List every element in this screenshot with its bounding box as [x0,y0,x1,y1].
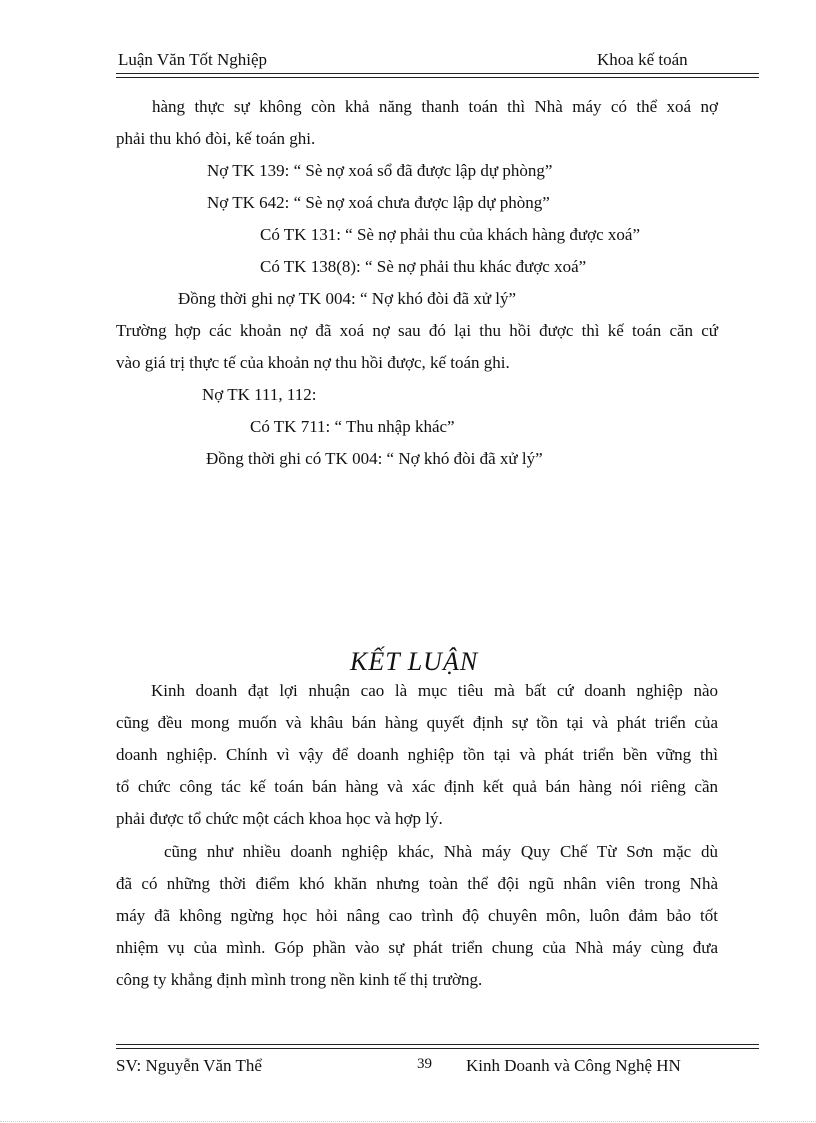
paragraph-line: cũng như nhiều doanh nghiệp khác, Nhà máy Quy Chế Từ Sơn mặc dù [164,842,718,861]
paragraph-line: phải thu khó đòi, kế toán ghi. [116,129,316,148]
paragraph-line: đã có những thời điểm khó khăn nhưng toàn thể đội ngũ nhân viên trong Nhà [116,874,718,893]
paragraph-line: tổ chức công tác kế toán bán hàng và xác định kết quả bán hàng nói riêng cần [116,777,718,796]
footer-rule-bottom [116,1048,759,1049]
footer-student: SV: Nguyễn Văn Thể [116,1056,262,1075]
paragraph-line: doanh nghiệp. Chính vì vậy để doanh nghiệp tồn tại và phát triển bền vững thì [116,745,718,764]
paragraph-line: vào giá trị thực tế của khoản nợ thu hồi được, kế toán ghi. [116,353,510,372]
paragraph-line: Kinh doanh đạt lợi nhuận cao là mục tiêu mà bất cứ doanh nghiệp nào [151,681,718,700]
header-title: Luận Văn Tốt Nghiệp [118,50,268,69]
footer-rule-top [116,1044,759,1045]
paragraph-line: cũng đều mong muốn và khâu bán hàng quyết định sự tồn tại và phát triển của [116,713,718,732]
paragraph-line: phải được tổ chức một cách khoa học và hợp lý. [116,809,443,828]
paragraph-line: nhiệm vụ của mình. Góp phần vào sự phát triển chung của Nhà máy cùng đưa [116,938,718,957]
paragraph-line: hàng thực sự không còn khả năng thanh toán thì Nhà máy có thể xoá nợ [152,97,718,116]
conclusion-title: KẾT LUẬN [350,647,479,676]
footer-organization: Kinh Doanh và Công Nghệ HN [466,1056,681,1075]
journal-entry: Nợ TK 111, 112: [202,385,317,404]
page-edge-dots [0,1121,816,1122]
header-rule-bottom [116,77,759,78]
journal-entry: Nợ TK 139: “ Sè nợ xoá sổ đã được lập dự phòng” [207,161,553,180]
journal-entry: Có TK 138(8): “ Sè nợ phải thu khác được xoá” [260,257,587,276]
journal-entry: Nợ TK 642: “ Sè nợ xoá chưa được lập dự phòng” [207,193,550,212]
header-department: Khoa kế toán [597,50,688,69]
page-number: 39 [417,1056,432,1072]
journal-entry: Có TK 131: “ Sè nợ phải thu của khách hàng được xoá” [260,225,641,244]
journal-entry: Đồng thời ghi nợ TK 004: “ Nợ khó đòi đã xử lý” [178,289,517,308]
paragraph-line: công ty khẳng định mình trong nền kinh tế thị trường. [116,970,483,989]
journal-entry: Có TK 711: “ Thu nhập khác” [250,417,455,436]
paragraph-line: máy đã không ngừng học hỏi nâng cao trình độ chuyên môn, luôn đảm bảo tốt [116,906,718,925]
paragraph-line: Trường hợp các khoản nợ đã xoá nợ sau đó lại thu hồi được thì kế toán căn cứ [116,321,718,340]
header-rule-top [116,73,759,74]
journal-entry: Đồng thời ghi có TK 004: “ Nợ khó đòi đã xử lý” [206,449,543,468]
